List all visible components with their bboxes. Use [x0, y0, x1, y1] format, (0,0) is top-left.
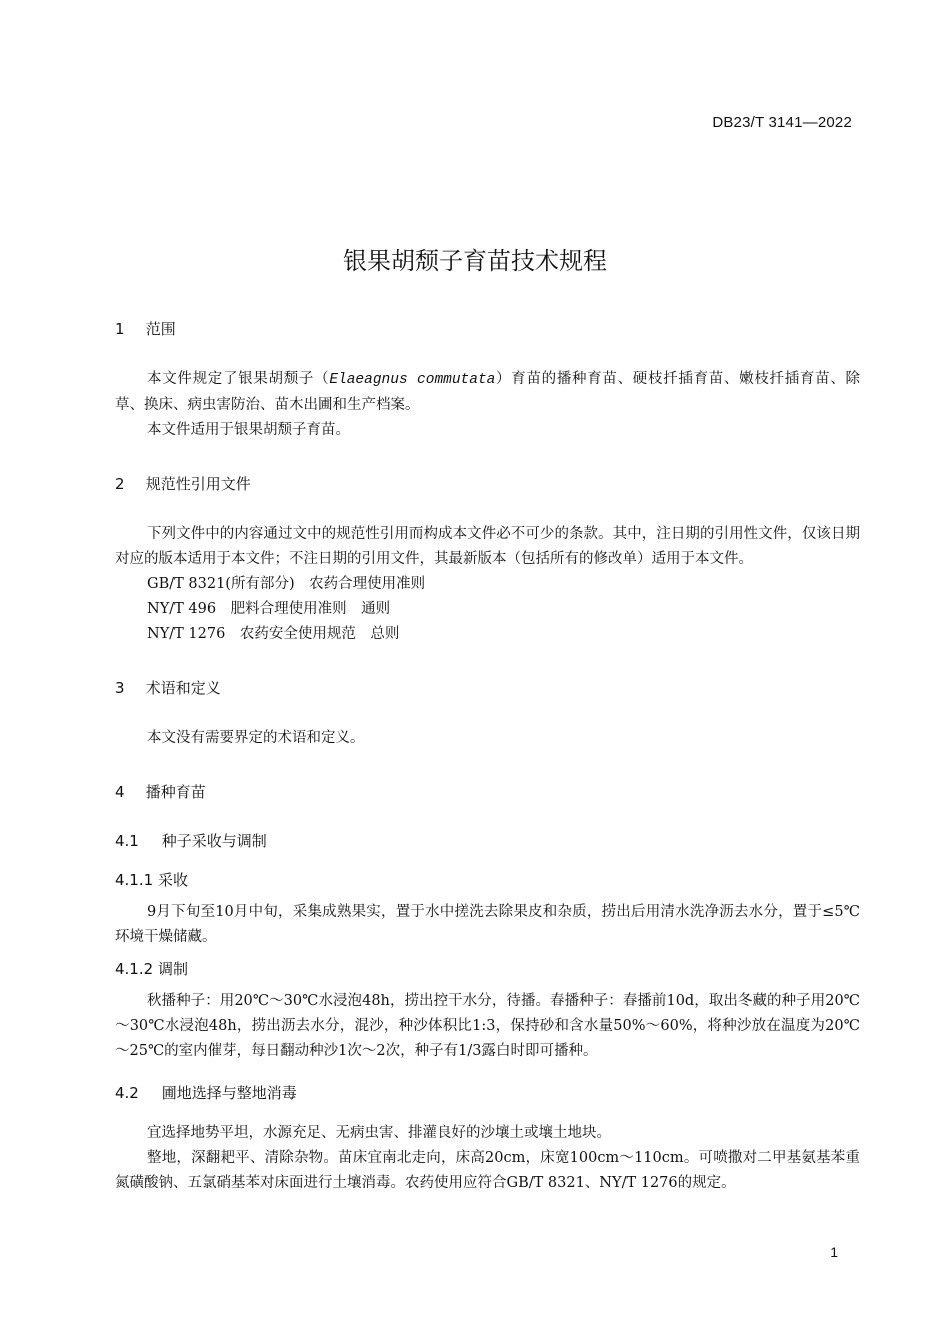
section-title: 采收 [157, 871, 188, 889]
section-title: 播种育苗 [145, 783, 206, 801]
reference-item: NY/T 496 肥料合理使用准则 通则 [147, 601, 391, 617]
section-number: 4.1 [115, 832, 139, 850]
section-number: 2 [115, 475, 125, 493]
section-4-heading [115, 781, 860, 802]
section-4-2-paragraph-1: 宜选择地势平坦，水源充足、无病虫害、排灌良好的沙壤土或壤土地块。 [147, 1125, 611, 1141]
section-4-2-paragraph-2: 整地，深翻耙平、清除杂物。苗床宜南北走向，床高20cm，床宽100cm～110cm。可喷撒对二甲基氨基苯重氮磺酸钠、五氯硝基苯对床面进行土壤消毒。农药使用应符合GB/T 8321、NY/T 1276的规定。 [115, 1150, 860, 1191]
section-4-1-heading [115, 830, 860, 851]
reference-item: GB/T 8321(所有部分) 农药合理使用准则 [147, 576, 426, 592]
paragraph-text: ）育苗的播种育苗、硬枝扦插育苗、嫩枝扦插育苗、除草、换床、病虫害防治、苗木出圃和生产档案。 [115, 371, 861, 413]
section-4-1-2-paragraph-1: 秋播种子：用20℃～30℃水浸泡48h，捞出控干水分，待播。春播种子：春播前10d，取出冬藏的种子用20℃～30℃水浸泡48h，捞出沥去水分，混沙，种沙体积比1:3，保持砂和含水量50%～60%，将种沙放在温度为20℃～25℃的室内催芽，每日翻动种沙1次～2次，种子有1/3露白时即可播种。 [115, 993, 860, 1059]
section-1-paragraph-1 [115, 367, 860, 418]
section-number: 4 [115, 783, 125, 801]
section-1-paragraph-2: 本文件适用于银果胡颓子育苗。 [147, 422, 350, 438]
section-title: 种子采收与调制 [161, 832, 267, 850]
section-number: 4.1.1 [115, 871, 154, 889]
section-number: 1 [115, 320, 125, 338]
reference-item: NY/T 1276 农药安全使用规范 总则 [147, 626, 400, 642]
section-3-paragraph-1: 本文没有需要界定的术语和定义。 [147, 730, 365, 746]
section-title: 调制 [157, 960, 188, 978]
section-title: 规范性引用文件 [145, 475, 251, 493]
document-title: 银果胡颓子育苗技术规程 [343, 247, 607, 275]
section-4-1-1-heading [115, 869, 860, 890]
section-2-paragraph-1: 下列文件中的内容通过文中的规范性引用而构成本文件必不可少的条款。其中，注日期的引用性文件，仅该日期对应的版本适用于本文件；不注日期的引用文件，其最新版本（包括所有的修改单）适用于本文件。 [115, 526, 860, 567]
section-number: 4.2 [115, 1084, 139, 1102]
section-4-1-2-heading [115, 958, 860, 979]
section-title: 圃地选择与整地消毒 [161, 1084, 297, 1102]
standard-code: DB23/T 3141—2022 [712, 114, 852, 131]
section-2-heading [115, 473, 860, 494]
section-number: 4.1.2 [115, 960, 154, 978]
section-title: 术语和定义 [145, 679, 221, 697]
page-number: 1 [830, 1244, 838, 1260]
latin-name: Elaeagnus commutata [329, 372, 496, 388]
paragraph-text: 本文件规定了银果胡颓子（ [147, 371, 330, 387]
section-4-2-heading [115, 1082, 860, 1103]
section-1-heading [115, 318, 860, 339]
section-title: 范围 [145, 320, 176, 338]
section-3-heading [115, 677, 860, 698]
section-4-1-1-paragraph-1: 9月下旬至10月中旬，采集成熟果实，置于水中搓洗去除果皮和杂质，捞出后用清水洗净沥去水分，置于≤5℃环境干燥储藏。 [115, 904, 860, 945]
document-body [115, 318, 860, 1196]
section-number: 3 [115, 679, 125, 697]
